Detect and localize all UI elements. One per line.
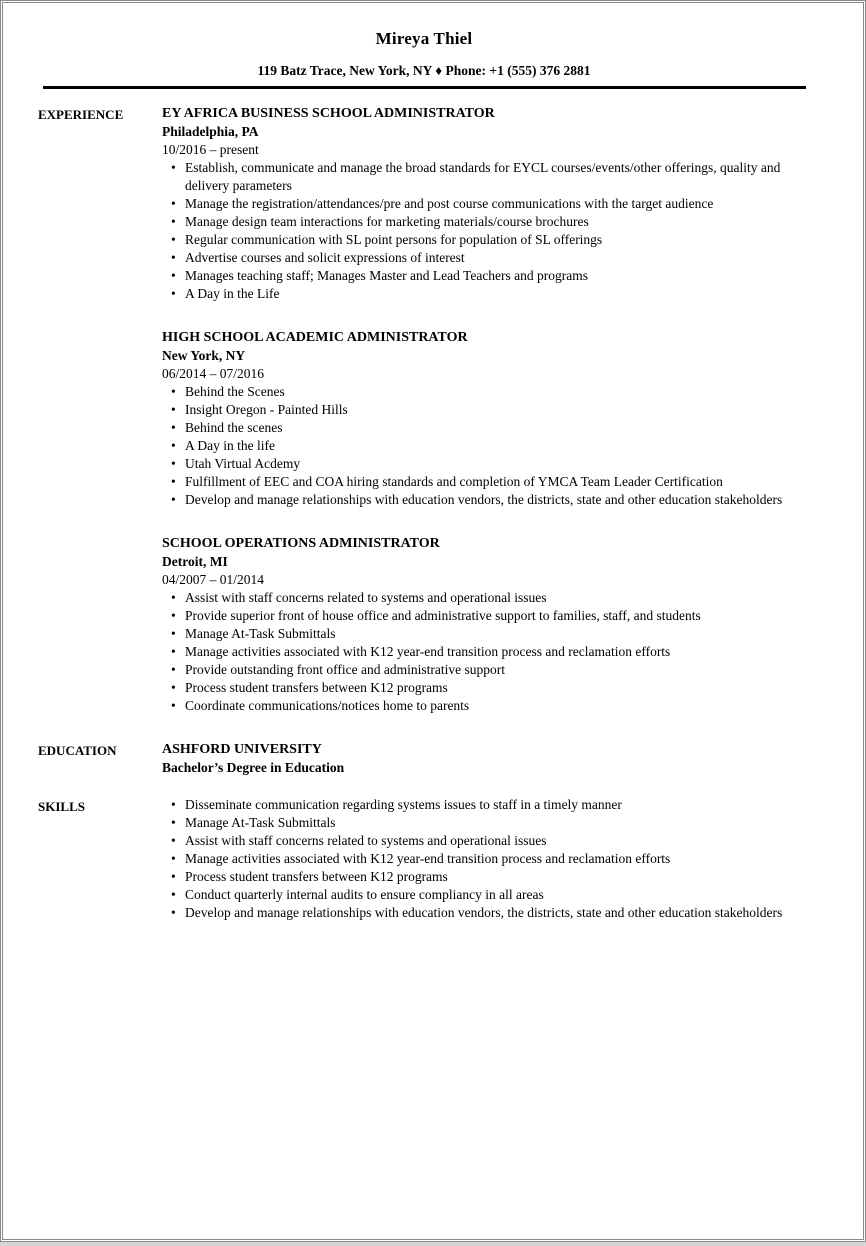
bullet-item: • Manage At-Task Submittals xyxy=(162,625,810,643)
job-entry xyxy=(162,534,810,715)
section-content-skills xyxy=(162,796,810,922)
job-entry xyxy=(162,104,810,303)
section-content-experience xyxy=(162,104,810,715)
bullet-item: • Assist with staff concerns related to systems and operational issues xyxy=(162,832,810,850)
header-divider xyxy=(43,86,806,89)
education-degree: Bachelor’s Degree in Education xyxy=(162,760,345,775)
job-title: HIGH SCHOOL ACADEMIC ADMINISTRATOR xyxy=(162,330,468,345)
bullet-item: • Manage activities associated with K12 year-end transition process and reclamation efforts xyxy=(162,850,810,868)
bullet-item: • A Day in the life xyxy=(162,437,810,455)
job-bullet-list xyxy=(162,159,810,303)
bullet-item: • Insight Oregon - Painted Hills xyxy=(162,401,810,419)
bullet-item: • Assist with staff concerns related to systems and operational issues xyxy=(162,589,810,607)
bullet-item: • Manage design team interactions for marketing materials/course brochures xyxy=(162,213,810,231)
section-label-experience: EXPERIENCE xyxy=(38,107,124,122)
resume-header xyxy=(38,28,810,89)
job-dates: 10/2016 – present xyxy=(162,142,259,157)
contact-line: 119 Batz Trace, New York, NY ♦ Phone: +1 (555) 376 2881 xyxy=(257,63,591,78)
bullet-item: • Provide superior front of house office and administrative support to families, staff, and students xyxy=(162,607,810,625)
bullet-item: • Behind the Scenes xyxy=(162,383,810,401)
section-label-education: EDUCATION xyxy=(38,743,117,758)
viewer-bottom-strip xyxy=(0,1242,866,1246)
bullet-item: • Advertise courses and solicit expressions of interest xyxy=(162,249,810,267)
bullet-item: • Utah Virtual Acdemy xyxy=(162,455,810,473)
bullet-item: • Process student transfers between K12 programs xyxy=(162,868,810,886)
skills-bullet-list xyxy=(162,796,810,922)
bullet-item: • Manages teaching staff; Manages Master and Lead Teachers and programs xyxy=(162,267,810,285)
bullet-item: • Establish, communicate and manage the broad standards for EYCL courses/events/other offerings, quality and delivery parameters xyxy=(162,159,810,195)
job-location: Philadelphia, PA xyxy=(162,124,259,139)
job-title: EY AFRICA BUSINESS SCHOOL ADMINISTRATOR xyxy=(162,106,495,121)
job-bullet-list xyxy=(162,589,810,715)
bullet-item: • A Day in the Life xyxy=(162,285,810,303)
bullet-item: • Fulfillment of EEC and COA hiring standards and completion of YMCA Team Leader Certification xyxy=(162,473,810,491)
job-title: SCHOOL OPERATIONS ADMINISTRATOR xyxy=(162,536,440,551)
bullet-item: • Behind the scenes xyxy=(162,419,810,437)
job-bullet-list xyxy=(162,383,810,509)
bullet-item: • Provide outstanding front office and administrative support xyxy=(162,661,810,679)
job-location: Detroit, MI xyxy=(162,554,228,569)
bullet-item: • Manage activities associated with K12 year-end transition process and reclamation efforts xyxy=(162,643,810,661)
bullet-item: • Coordinate communications/notices home to parents xyxy=(162,697,810,715)
bullet-item: • Develop and manage relationships with education vendors, the districts, state and other education stakeholders xyxy=(162,491,810,509)
bullet-item: • Develop and manage relationships with education vendors, the districts, state and other education stakeholders xyxy=(162,904,810,922)
bullet-item: • Conduct quarterly internal audits to ensure compliancy in all areas xyxy=(162,886,810,904)
bullet-item: • Process student transfers between K12 programs xyxy=(162,679,810,697)
bullet-item: • Manage the registration/attendances/pre and post course communications with the target audience xyxy=(162,195,810,213)
resume-body xyxy=(38,104,810,922)
bullet-item: • Regular communication with SL point persons for population of SL offerings xyxy=(162,231,810,249)
bullet-item: • Disseminate communication regarding systems issues to staff in a timely manner xyxy=(162,796,810,814)
candidate-name: Mireya Thiel xyxy=(375,29,473,48)
job-entry xyxy=(162,328,810,509)
education-school: ASHFORD UNIVERSITY xyxy=(162,742,322,757)
job-dates: 04/2007 – 01/2014 xyxy=(162,572,265,587)
section-label-skills: SKILLS xyxy=(38,799,85,814)
section-content-education xyxy=(162,740,810,777)
job-location: New York, NY xyxy=(162,348,246,363)
job-dates: 06/2014 – 07/2016 xyxy=(162,366,265,381)
bullet-item: • Manage At-Task Submittals xyxy=(162,814,810,832)
